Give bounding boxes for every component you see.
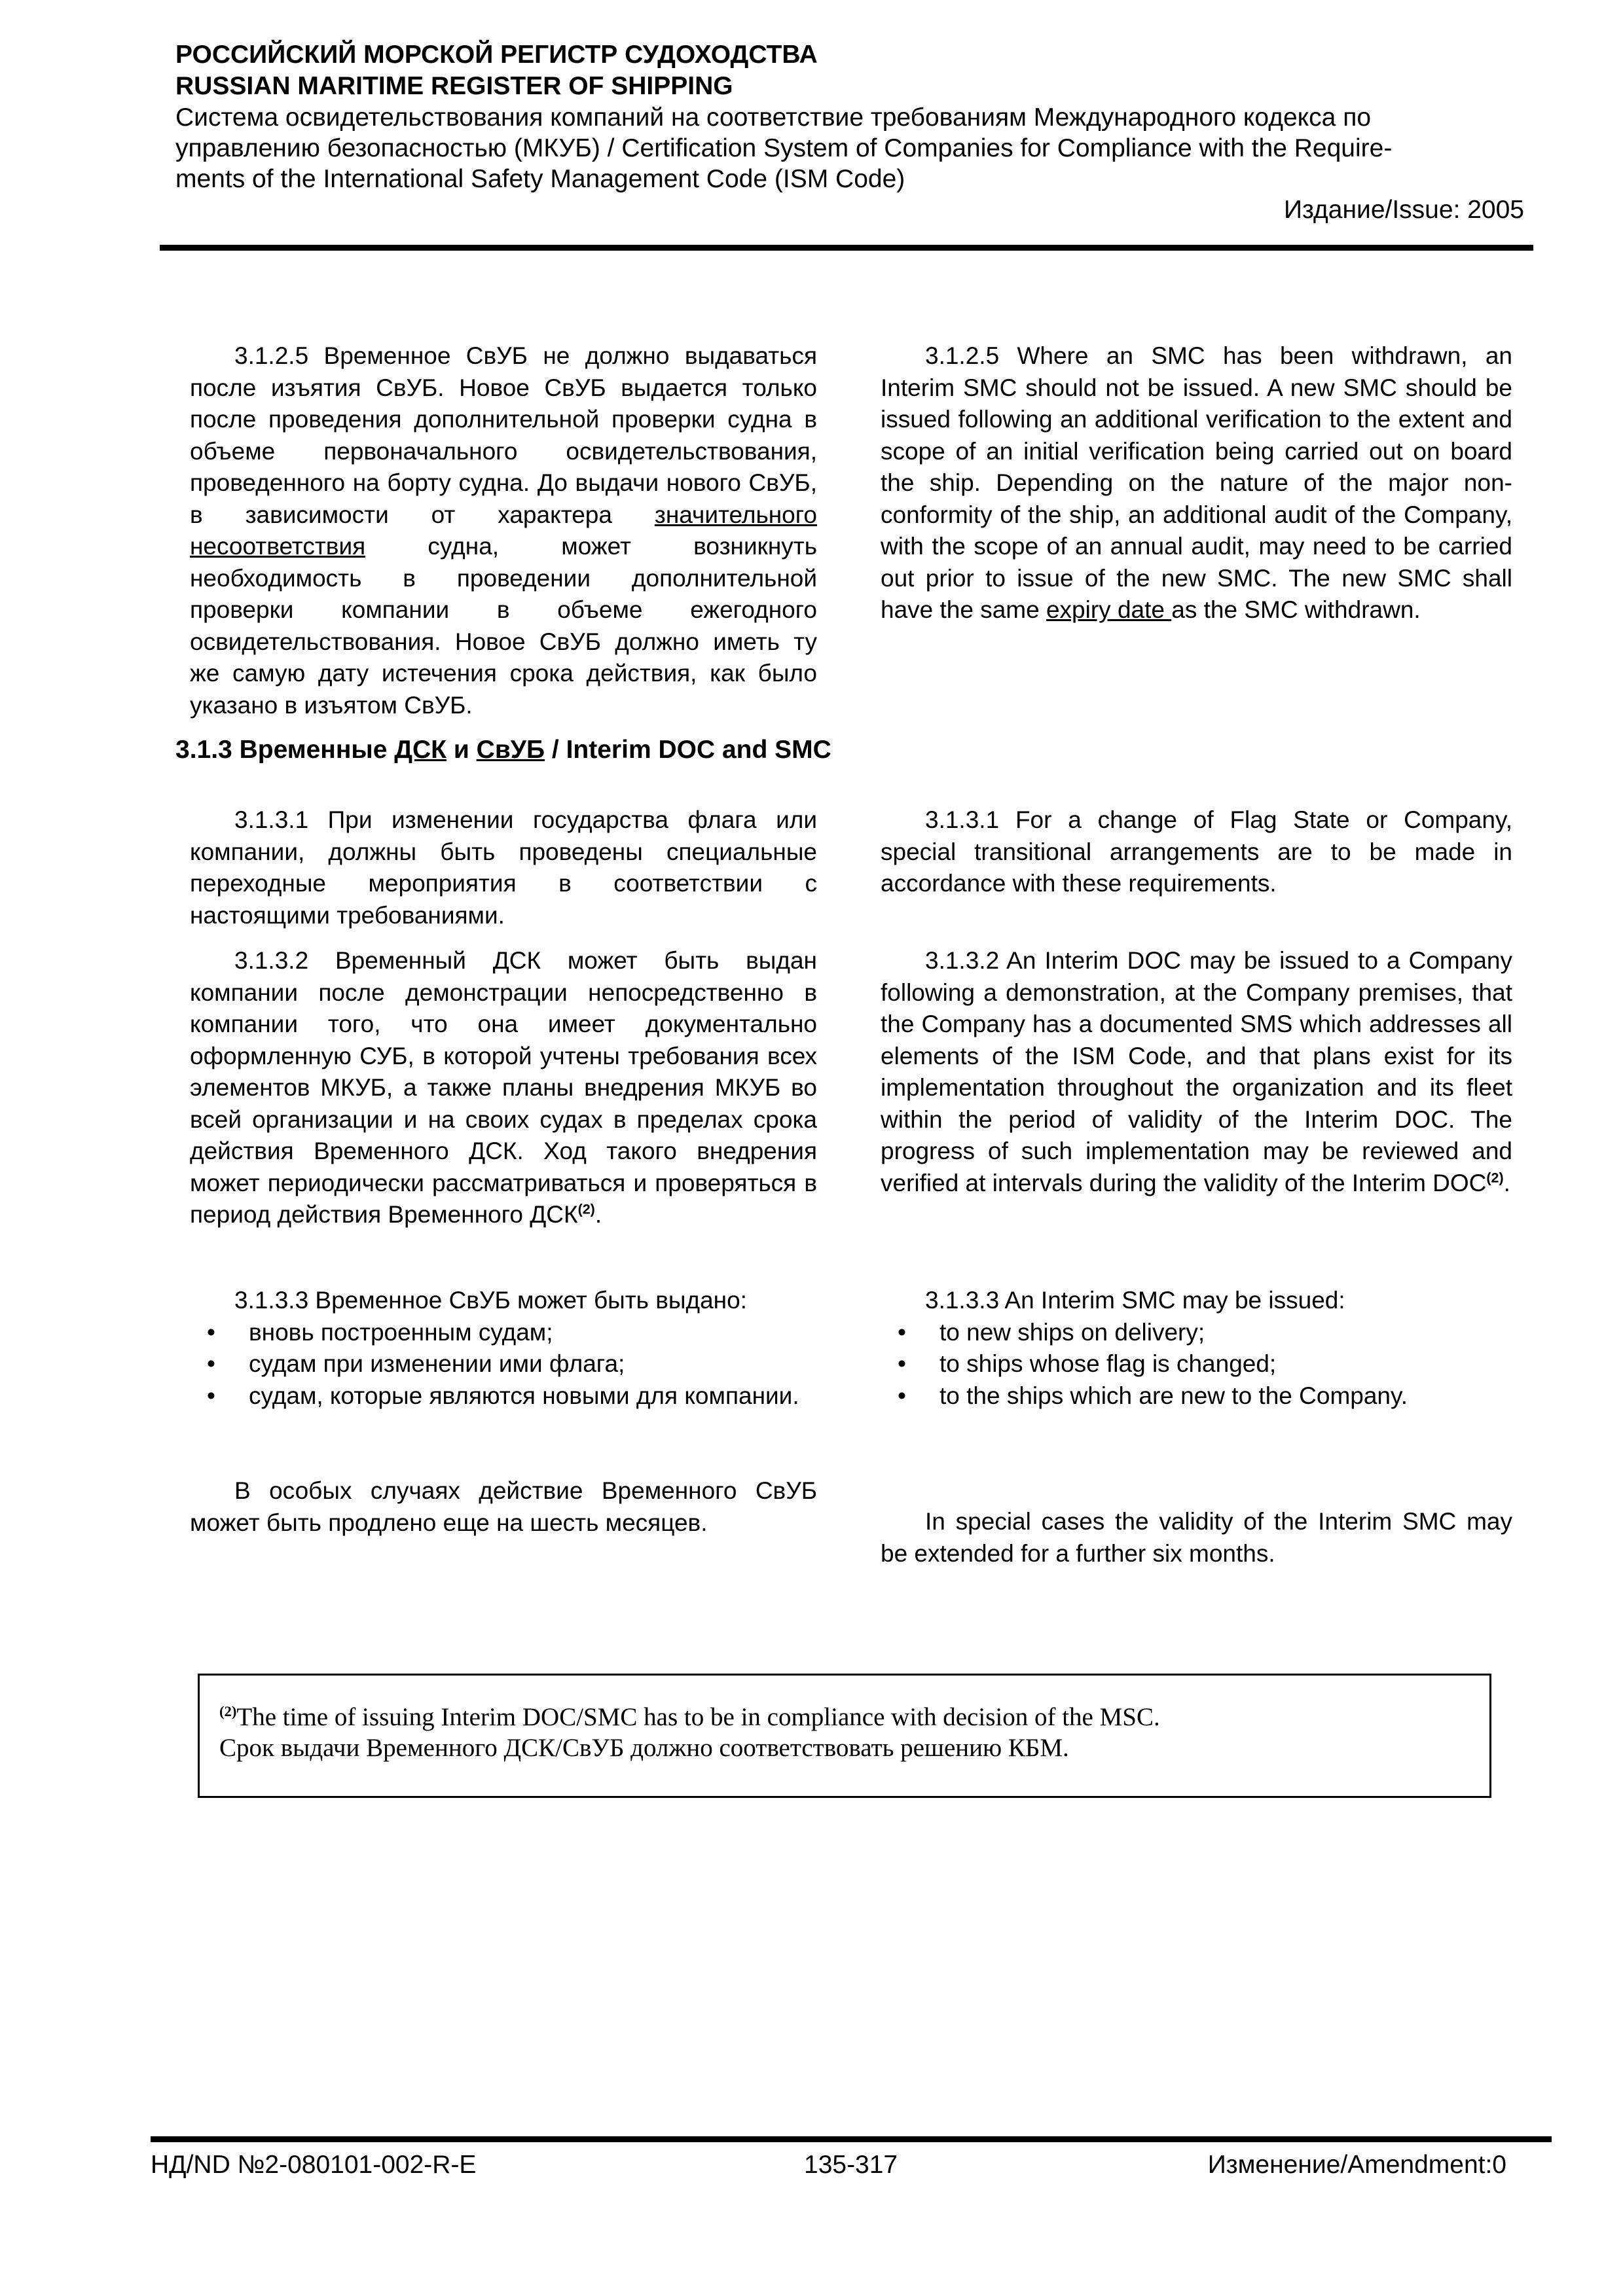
footnote-text-ru: Срок выдачи Временного ДСК/СвУБ должно соответствовать решению КБМ. — [219, 1734, 1069, 1762]
edition-label: Издание/Issue: 2005 — [1284, 196, 1524, 224]
en-special-cases — [881, 1506, 1512, 1570]
register-title-ru: РОССИЙСКИЙ МОРСКОЙ РЕГИСТР СУДОХОДСТВА — [175, 41, 818, 69]
list-item: • вновь построенным судам; — [190, 1317, 817, 1349]
ru-special-text: В особых случаях действие Временного СвУБ может быть продлено еще на шесть месяцев. — [190, 1477, 817, 1536]
page-header — [175, 39, 1524, 225]
ru-3125-underlined: значительного несоответствия — [190, 501, 817, 560]
en-bullet-list — [881, 1317, 1512, 1412]
ru-3132-end: . — [594, 1201, 602, 1228]
heading-prefix: 3.1.3 Временные — [175, 736, 395, 764]
en-3132-text: 3.1.3.2 An Interim DOC may be issued to a Company following a demonstration, at the Company premises, that the Company has a documented SMS which addresses all elements of the ISM Code, and that plans exist for its implementation throughout the organization and its fleet within the period of validity of the Interim DOC. The progress of such implementation may be reviewed and verified at intervals during the validity of the Interim DOC — [881, 947, 1512, 1196]
en-paragraph-3133 — [881, 1285, 1512, 1412]
subtitle-line-3: ments of the International Safety Management Code (ISM Code) — [175, 165, 905, 193]
en-3132-footnote-ref: (2) — [1486, 1170, 1504, 1186]
list-item: • судам, которые являются новыми для компании. — [190, 1380, 817, 1412]
register-title-en: RUSSIAN MARITIME REGISTER OF SHIPPING — [175, 72, 733, 100]
section-heading-313 — [175, 734, 831, 766]
ru-special-cases — [190, 1475, 817, 1539]
heading-dsk: ДСК — [394, 736, 447, 764]
footer-amendment: Изменение/Amendment:0 — [1207, 2151, 1506, 2179]
ru-paragraph-3131 — [190, 804, 817, 931]
subtitle-line-2: управлению безопасностью (МКУБ) / Certification System of Companies for Compliance with the Require- — [175, 134, 1393, 162]
ru-3132-text: 3.1.3.2 Временный ДСК может быть выдан компании после демонстрации непосредственно в компании того, что она имеет документально оформленную СУБ, в которой учтены требования всех элементов МКУБ, а также планы внедрения МКУБ во всей организации и на своих судах в пределах срока действия Временного ДСК. Ход такого внедрения может периодически рассматриваться и проверяться в период действия Временного ДСК — [190, 947, 817, 1228]
footnote-box — [198, 1674, 1491, 1798]
heading-svub: СвУБ — [476, 736, 545, 764]
ru-3125-text-b: судна, может возникнуть необходимость в проведении дополнительной проверки компании в объеме ежегодного освидетельствования. Новое СвУБ должно иметь ту же самую дату истечения срока действия, как было указано в изъятом СвУБ. — [190, 533, 817, 719]
en-3131-text: 3.1.3.1 For a change of Flag State or Company, special transitional arrangements are to be made in accordance with these requirements. — [881, 806, 1512, 897]
heading-and: и — [447, 736, 477, 764]
footer-doc-number: НД/ND №2-080101-002-R-E — [151, 2151, 477, 2179]
ru-bullet-list — [190, 1317, 817, 1412]
heading-suffix: / Interim DOC and SMC — [545, 736, 831, 764]
list-item: • to ships whose flag is changed; — [881, 1348, 1512, 1380]
footer-page-number: 135-317 — [804, 2151, 898, 2179]
en-special-text: In special cases the validity of the Interim SMC may be extended for a further six months. — [881, 1508, 1512, 1567]
ru-3133-intro: 3.1.3.3 Временное СвУБ может быть выдано: — [234, 1287, 747, 1314]
ru-paragraph-3133 — [190, 1285, 817, 1412]
footer-divider — [151, 2136, 1552, 2142]
list-item: • судам при изменении ими флага; — [190, 1348, 817, 1380]
ru-3132-footnote-ref: (2) — [577, 1201, 595, 1217]
en-3125-text-b: as the SMC withdrawn. — [1171, 596, 1421, 623]
en-3132-end: . — [1503, 1169, 1510, 1196]
header-divider — [160, 245, 1533, 251]
list-item: • to new ships on delivery; — [881, 1317, 1512, 1349]
ru-3131-text: 3.1.3.1 При изменении государства флага или компании, должны быть проведены специальные переходные мероприятия в соответствии с настоящими требованиями. — [190, 806, 817, 929]
footnote-marker: (2) — [219, 1703, 237, 1719]
list-item: • to the ships which are new to the Company. — [881, 1380, 1512, 1412]
en-3125-text-a: 3.1.2.5 Where an SMC has been withdrawn, an Interim SMC should not be issued. A new SMC should be issued following an additional verification to the extent and scope of an initial verification being carried out on board the ship. Depending on the nature of the major non-conformity of the ship, an additional audit of the Company, with the scope of an annual audit, may need to be carried out prior to issue of the new SMC. The new SMC shall have the same — [881, 342, 1512, 623]
en-3133-intro: 3.1.3.3 An Interim SMC may be issued: — [925, 1287, 1345, 1314]
en-paragraph-3125 — [881, 340, 1512, 626]
en-3125-underlined: expiry date — [1046, 596, 1172, 623]
subtitle-line-1: Система освидетельствования компаний на соответствие требованиям Международного кодекса по — [175, 103, 1372, 132]
ru-3125-text-a: 3.1.2.5 Временное СвУБ не должно выдаваться после изъятия СвУБ. Новое СвУБ выдается только после проведения дополнительной проверки судна в объеме первоначального освидетельствования, проведенного на борту судна. До выдачи нового СвУБ, в зависимости от характера — [190, 342, 817, 528]
en-paragraph-3131 — [881, 804, 1512, 900]
ru-paragraph-3132 — [190, 945, 817, 1231]
footnote-text-en: The time of issuing Interim DOC/SMC has to be in compliance with decision of the MSC. — [236, 1703, 1160, 1731]
ru-paragraph-3125 — [190, 340, 817, 721]
en-paragraph-3132 — [881, 945, 1512, 1199]
